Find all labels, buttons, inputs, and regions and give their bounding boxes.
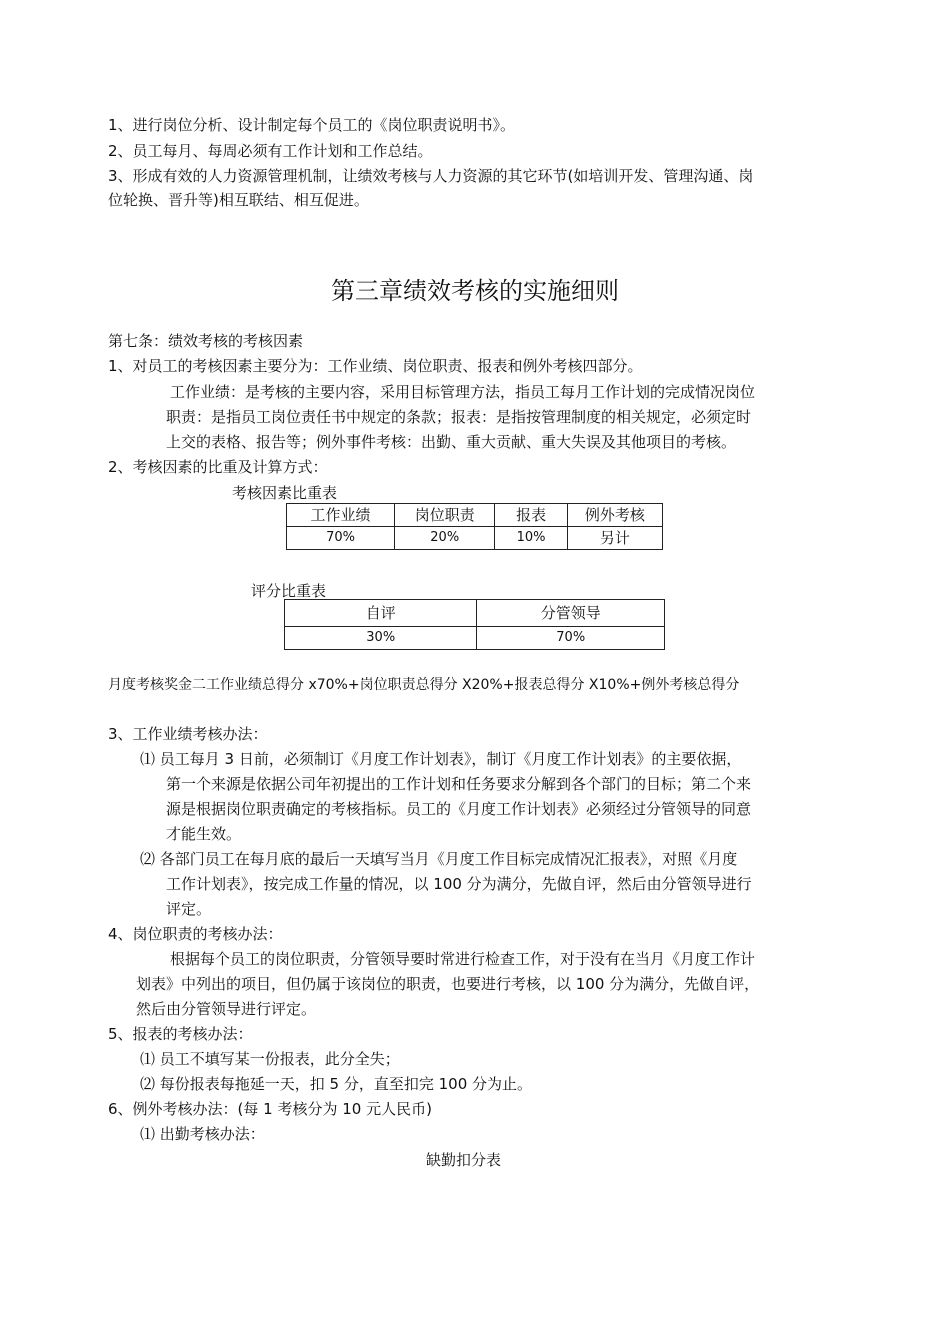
table-header-cell: 例外考核 <box>567 504 662 527</box>
intro-line-3: 3、形成有效的人力资源管理机制，让绩效考核与人力资源的其它环节(如培训开发、管理沟通、岗 <box>108 167 754 185</box>
table-header-row <box>285 600 665 627</box>
section-5-item: ⑴ 员工不填写某一份报表，此分全失； <box>140 1050 400 1068</box>
table-header-cell: 工作业绩 <box>287 504 395 527</box>
section-1-line: 工作业绩：是考核的主要内容，采用目标管理方法，指员工每月工作计划的完成情况岗位 <box>170 383 756 401</box>
section-4-line: 根据每个员工的岗位职责，分管领导要时常进行检查工作，对于没有在当月《月度工作计 <box>170 950 756 968</box>
section-6-heading: 6、例外考核办法：(每 1 考核分为 10 元人民币) <box>108 1100 432 1118</box>
table-1-caption: 考核因素比重表 <box>232 484 338 502</box>
section-1-heading: 1、对员工的考核因素主要分为：工作业绩、岗位职责、报表和例外考核四部分。 <box>108 357 643 375</box>
section-2-heading: 2、考核因素的比重及计算方式： <box>108 458 328 476</box>
table-cell: 另计 <box>567 527 662 550</box>
table-header-row <box>287 504 663 527</box>
section-5-item: ⑵ 每份报表每拖延一天，扣 5 分，直至扣完 100 分为止。 <box>140 1075 533 1093</box>
section-3-para-2-line: 工作计划表》，按完成工作量的情况，以 100 分为满分，先做自评，然后由分管领导进行 <box>166 875 752 893</box>
table-header-cell: 岗位职责 <box>395 504 495 527</box>
chapter-title: 第三章绩效考核的实施细则 <box>331 277 619 305</box>
table-row <box>287 527 663 550</box>
section-1-line: 职责：是指员工岗位责任书中规定的条款；报表：是指按管理制度的相关规定，必须定时 <box>166 408 752 426</box>
section-3-heading: 3、工作业绩考核办法： <box>108 725 268 743</box>
section-3-para-2-line: ⑵ 各部门员工在每月底的最后一天填写当月《月度工作目标完成情况汇报表》，对照《月度 <box>140 850 738 868</box>
table-header-cell: 自评 <box>285 600 477 627</box>
section-3-para-1-line: ⑴ 员工每月 3 日前，必须制订《月度工作计划表》，制订《月度工作计划表》的主要依据， <box>140 750 742 768</box>
table-header-cell: 报表 <box>495 504 568 527</box>
bonus-formula: 月度考核奖金二工作业绩总得分 x70%+岗位职责总得分 X20%+报表总得分 X10%+例外考核总得分 <box>108 677 740 693</box>
table-cell: 70% <box>287 527 395 550</box>
table-cell: 30% <box>285 627 477 650</box>
section-4-line: 然后由分管领导进行评定。 <box>136 1000 317 1018</box>
factor-weight-table <box>286 503 663 550</box>
section-5-heading: 5、报表的考核办法： <box>108 1025 253 1043</box>
section-3-para-1-line: 才能生效。 <box>166 825 242 843</box>
section-3-para-1-line: 第一个来源是依据公司年初提出的工作计划和任务要求分解到各个部门的目标；第二个来 <box>166 775 752 793</box>
section-3-para-2-line: 评定。 <box>166 900 212 918</box>
intro-line-1: 1、进行岗位分析、设计制定每个员工的《岗位职责说明书》。 <box>108 116 516 134</box>
intro-line-2: 2、员工每月、每周必须有工作计划和工作总结。 <box>108 142 433 160</box>
section-4-heading: 4、岗位职责的考核办法： <box>108 925 283 943</box>
table-cell: 70% <box>477 627 665 650</box>
section-4-line: 划表》中列出的项目，但仍属于该岗位的职责，也要进行考核，以 100 分为满分，先做自评， <box>136 975 760 993</box>
table-row <box>285 627 665 650</box>
section-3-para-1-line: 源是根据岗位职责确定的考核指标。员工的《月度工作计划表》必须经过分管领导的同意 <box>166 800 752 818</box>
table-2-caption: 评分比重表 <box>251 582 327 600</box>
absence-table-caption: 缺勤扣分表 <box>426 1151 502 1169</box>
table-cell: 10% <box>495 527 568 550</box>
scoring-weight-table <box>284 599 665 650</box>
table-cell: 20% <box>395 527 495 550</box>
section-1-line: 上交的表格、报告等；例外事件考核：出勤、重大贡献、重大失误及其他项目的考核。 <box>166 433 737 451</box>
intro-line-4: 位轮换、晋升等)相互联结、相互促进。 <box>108 191 369 209</box>
table-header-cell: 分管领导 <box>477 600 665 627</box>
section-6-item: ⑴ 出勤考核办法： <box>140 1125 265 1143</box>
article-heading: 第七条：绩效考核的考核因素 <box>108 332 304 350</box>
